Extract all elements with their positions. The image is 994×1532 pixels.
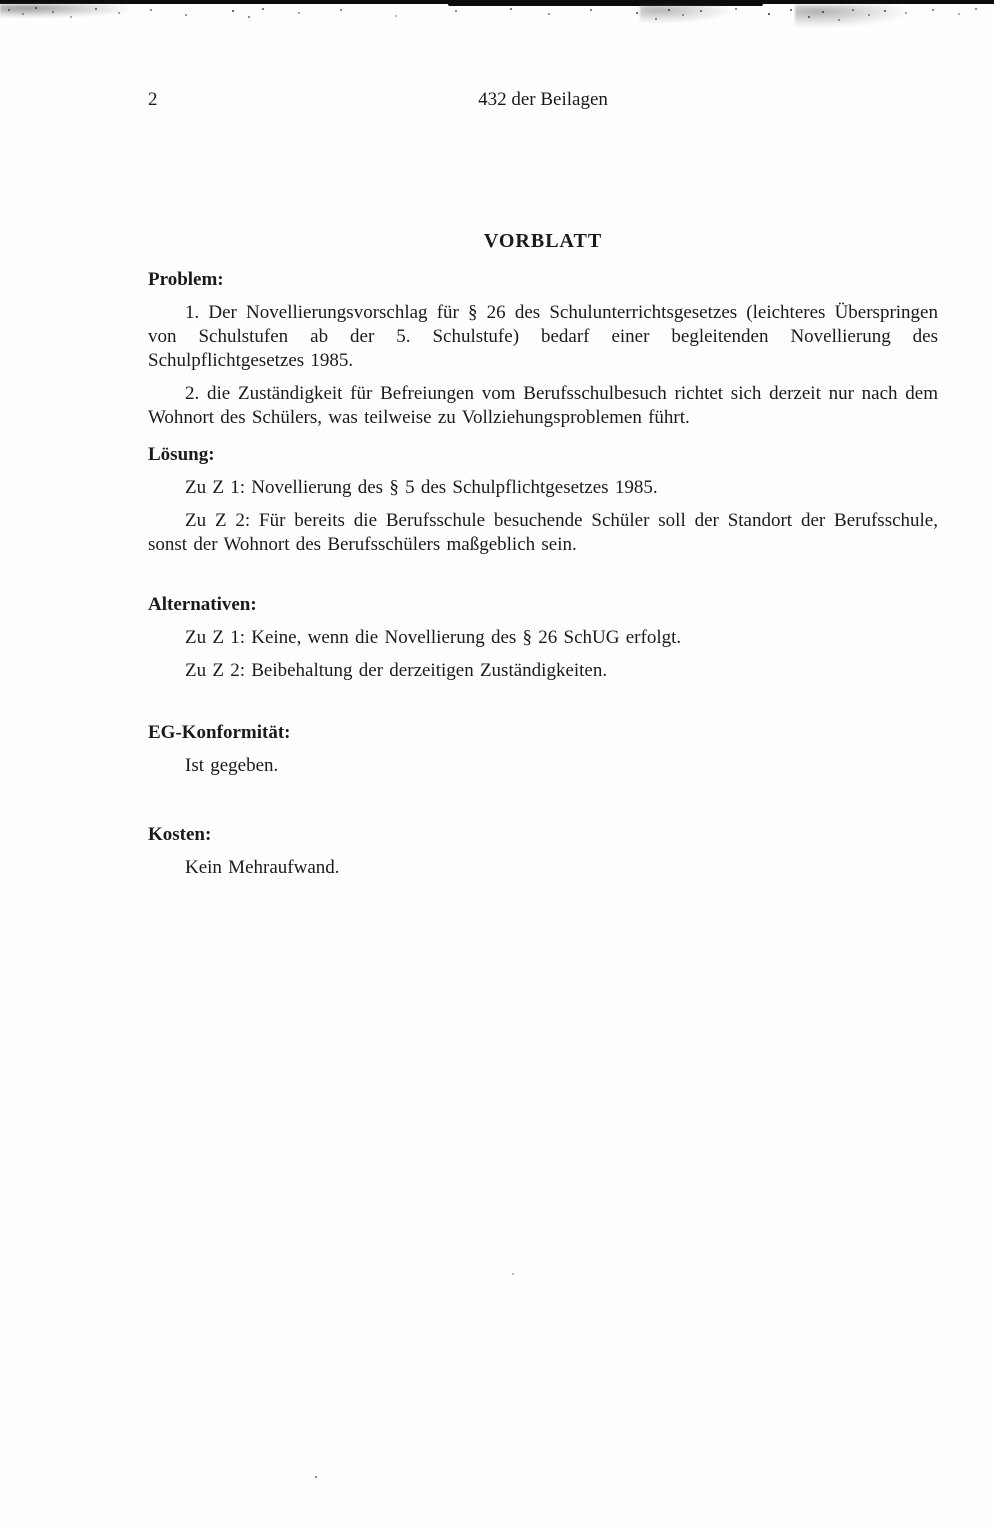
paragraph-kosten: Kein Mehraufwand.: [185, 857, 340, 878]
section-heading-kosten: Kosten:: [148, 824, 212, 845]
paragraph-problem-1: 1. Der Novellierungsvorschlag für § 26 des Schulunterrichtsgesetzes (leichteres Überspringen von Schulstufen ab der 5. Schulstufe) bedarf einer begleitenden Novellierung des Schulpflichtgesetzes 1985.: [148, 302, 938, 371]
page-number: 2: [148, 89, 158, 110]
section-loesung: [148, 443, 938, 557]
scan-smudge-center: [640, 5, 730, 23]
paragraph-loesung-2: Zu Z 2: Für bereits die Berufsschule besuchende Schüler soll der Standort der Berufsschule, sonst der Wohnort des Berufsschülers maßgeblich sein.: [148, 510, 938, 555]
section-alternativen: [148, 593, 938, 683]
scan-smudge-right: [795, 5, 905, 27]
section-heading-problem: Problem:: [148, 269, 224, 290]
paragraph-alternativen-1: Zu Z 1: Keine, wenn die Novellierung des § 26 SchUG erfolgt.: [185, 627, 682, 648]
section-heading-loesung: Lösung:: [148, 444, 215, 465]
paragraph-problem-2: 2. die Zuständigkeit für Befreiungen vom Berufsschulbesuch richtet sich derzeit nur nach dem Wohnort des Schülers, was teilweise zu Vollziehungsproblemen führt.: [148, 383, 938, 428]
section-eg-konformitaet: [148, 721, 938, 778]
page-header: [148, 88, 938, 112]
paragraph-loesung-1: Zu Z 1: Novellierung des § 5 des Schulpflichtgesetzes 1985.: [185, 477, 658, 498]
document-title: VORBLATT: [483, 230, 603, 252]
section-problem: [148, 268, 938, 430]
scan-smudge-left: [0, 4, 130, 18]
paragraph-alternativen-2: Zu Z 2: Beibehaltung der derzeitigen Zuständigkeiten.: [185, 660, 608, 681]
document-content: [148, 88, 938, 878]
scan-noise-speckles: [0, 0, 2, 2]
section-heading-alternativen: Alternativen:: [148, 594, 257, 615]
section-kosten: [148, 823, 938, 880]
header-title: 432 der Beilagen: [478, 89, 608, 110]
paragraph-eg-konformitaet: Ist gegeben.: [185, 755, 279, 776]
section-heading-eg-konformitaet: EG-Konformität:: [148, 722, 291, 743]
